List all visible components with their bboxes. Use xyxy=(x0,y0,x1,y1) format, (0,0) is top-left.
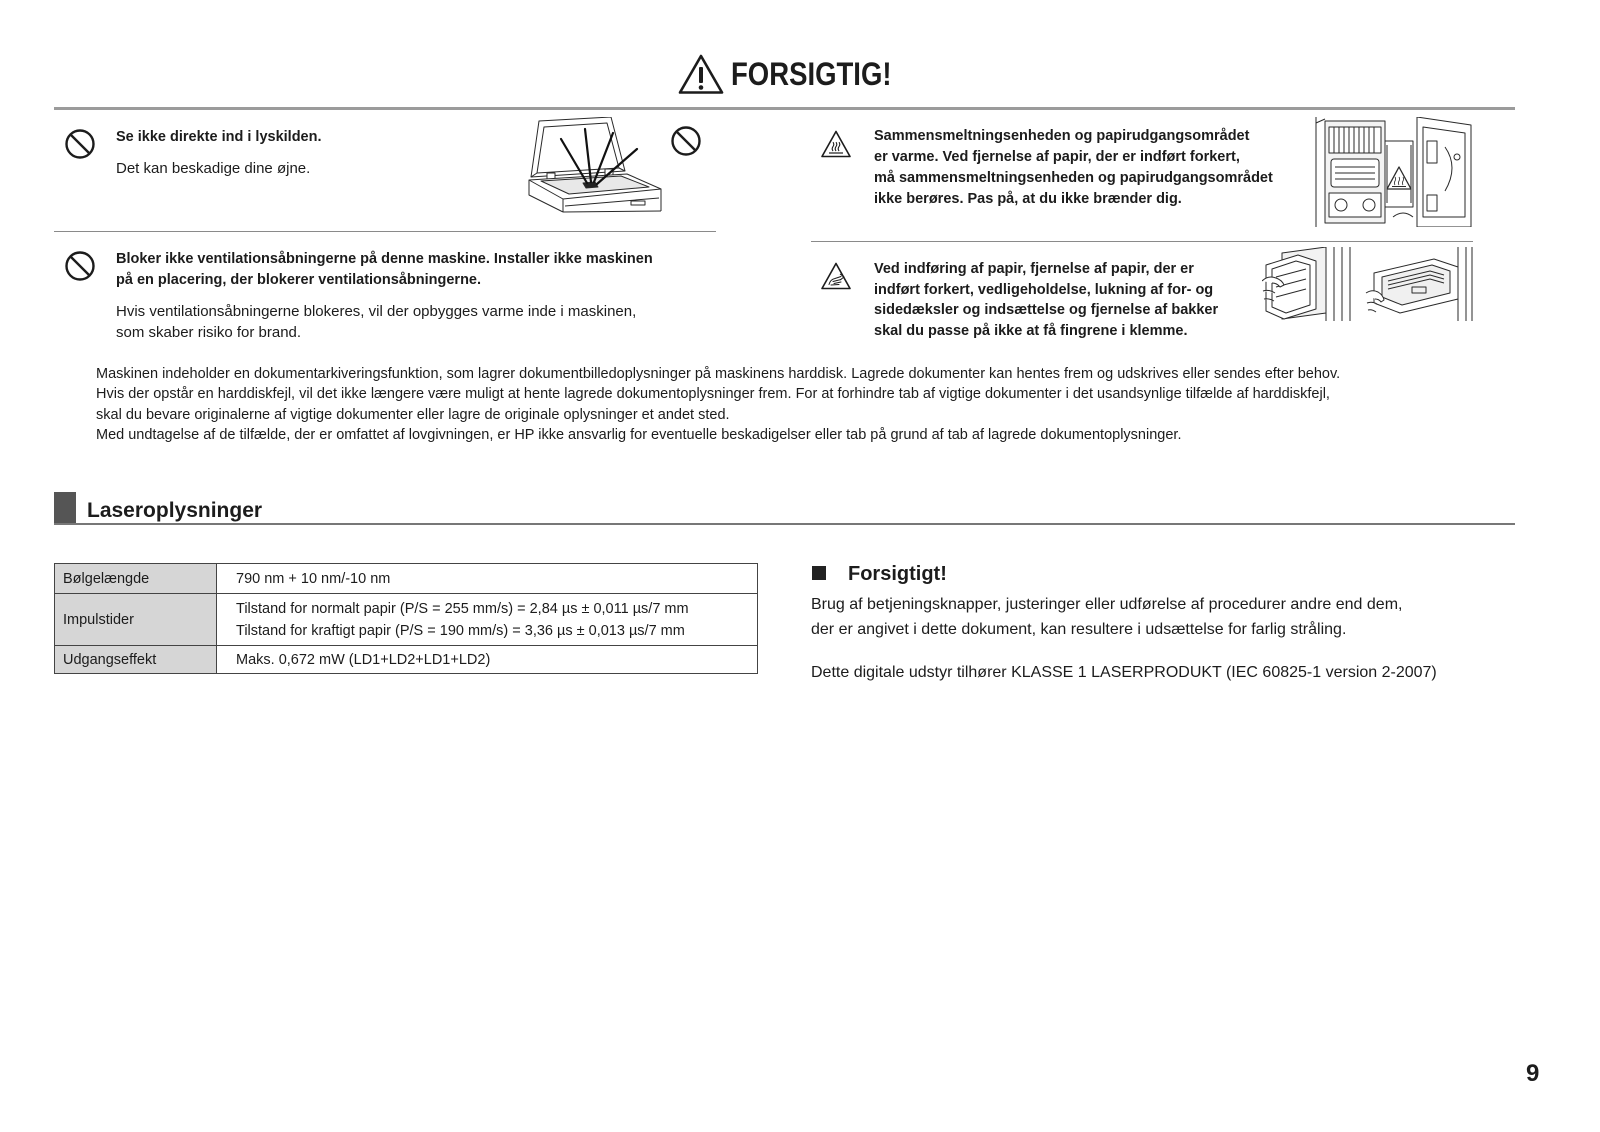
table-row xyxy=(55,646,758,674)
page-number: 9 xyxy=(1526,1060,1540,1087)
body-line: som skaber risiko for brand. xyxy=(116,324,302,341)
section-divider xyxy=(54,523,1515,525)
hot-surface-warning-heading xyxy=(874,126,1273,210)
pinch-warning-heading xyxy=(874,259,1218,342)
fuser-unit-illustration xyxy=(1313,117,1473,227)
spec-value xyxy=(217,646,758,674)
scanner-illustration xyxy=(527,117,663,213)
table-row xyxy=(55,594,758,646)
left-divider xyxy=(54,231,716,232)
spec-value xyxy=(217,564,758,594)
right-divider xyxy=(811,241,1473,242)
heading-line: Bloker ikke ventilationsåbningerne på denne maskine. Installer ikke maskinen xyxy=(116,251,653,267)
ventilation-warning-body xyxy=(116,301,636,343)
spec-label: Bølgelængde xyxy=(55,564,217,594)
warning-triangle-icon xyxy=(678,53,724,95)
laser-class-statement: Dette digitale udstyr tilhører KLASSE 1 LASERPRODUKT (IEC 60825-1 version 2-2007) xyxy=(811,664,1437,681)
spec-label: Impulstider xyxy=(55,594,217,646)
section-heading: Laseroplysninger xyxy=(87,499,263,522)
caution-heading: Forsigtigt! xyxy=(848,563,947,585)
laser-spec-table xyxy=(54,563,758,674)
table-row xyxy=(55,564,758,594)
caution-text xyxy=(811,592,1402,642)
notice-line: Maskinen indeholder en dokumentarkiveringsfunktion, som lagrer dokumentbilledoplysninger på maskinens harddisk. Lagrede dokumenter kan hentes frem og udskrives eller sendes efter behov. xyxy=(96,366,1341,382)
notice-line: skal du bevare originalerne af vigtige dokumenter eller lagre de originale oplysninger et andet sted. xyxy=(96,406,730,423)
spec-value-line: 790 nm + 10 nm/-10 nm xyxy=(236,570,391,587)
prohibition-icon xyxy=(670,125,702,157)
spec-value-line: Tilstand for kraftigt papir (P/S = 190 mm/s) = 3,36 µs ± 0,013 µs/7 mm xyxy=(236,622,685,639)
caution-line: Brug af betjeningsknapper, justeringer eller udførelse af procedurer andre end dem, xyxy=(811,596,1403,613)
spec-value-line: Maks. 0,672 mW (LD1+LD2+LD1+LD2) xyxy=(236,651,491,668)
eyes-warning-heading: Se ikke direkte ind i lyskilden. xyxy=(116,129,322,145)
body-line: Hvis ventilationsåbningerne blokeres, vil der opbygges varme inde i maskinen, xyxy=(116,303,637,320)
ventilation-warning-heading xyxy=(116,249,653,291)
section-marker xyxy=(54,492,76,523)
heading-line: indført forkert, vedligeholdelse, lukning af for- og xyxy=(874,281,1214,298)
spec-label: Udgangseffekt xyxy=(55,646,217,674)
heading-line: ikke berøres. Pas på, at du ikke brænder dig. xyxy=(874,191,1182,207)
pinch-hazard-warning-icon xyxy=(820,261,852,291)
spec-value-line: Tilstand for normalt papir (P/S = 255 mm/s) = 2,84 µs ± 0,011 µs/7 mm xyxy=(236,600,689,617)
caution-line: der er angivet i dette dokument, kan resultere i udsættelse for farlig stråling. xyxy=(811,621,1347,638)
heading-line: Sammensmeltningsenheden og papirudgangsområdet xyxy=(874,128,1250,144)
prohibition-icon xyxy=(64,250,96,282)
notice-line: Hvis der opstår en harddiskfejl, vil det ikke længere være muligt at hente lagrede dokumentoplysninger frem. For at forhindre tab af vigtige dokumenter i det usandsynlige tilfælde af harddiskfejl, xyxy=(96,386,1330,403)
heading-line: må sammensmeltningsenheden og papirudgangsområdet xyxy=(874,170,1273,186)
notice-line: Med undtagelse af de tilfælde, der er omfattet af lovgivningen, er HP ikke ansvarlig for eventuelle beskadigelser eller tab på grund af tab af lagrede dokumentoplysninger. xyxy=(96,426,1182,443)
prohibition-icon xyxy=(64,128,96,160)
storage-notice xyxy=(96,364,1340,445)
heading-line: på en placering, der blokerer ventilationsåbningerne. xyxy=(116,272,482,288)
heading-line: er varme. Ved fjernelse af papir, der er indført forkert, xyxy=(874,149,1240,165)
heading-line: Ved indføring af papir, fjernelse af papir, der er xyxy=(874,261,1194,277)
spec-value xyxy=(217,594,758,646)
heading-line: skal du passe på ikke at få fingrene i klemme. xyxy=(874,323,1188,340)
eyes-warning-body: Det kan beskadige dine øjne. xyxy=(116,160,311,177)
square-bullet-icon xyxy=(812,566,826,580)
page-title-text: FORSIGTIG! xyxy=(731,56,892,92)
title-divider xyxy=(54,107,1515,110)
hot-surface-warning-icon xyxy=(820,129,852,159)
paper-tray-illustration xyxy=(1262,247,1474,321)
heading-line: sidedæksler og indsættelse og fjernelse af bakker xyxy=(874,302,1219,319)
page-title xyxy=(731,54,918,94)
